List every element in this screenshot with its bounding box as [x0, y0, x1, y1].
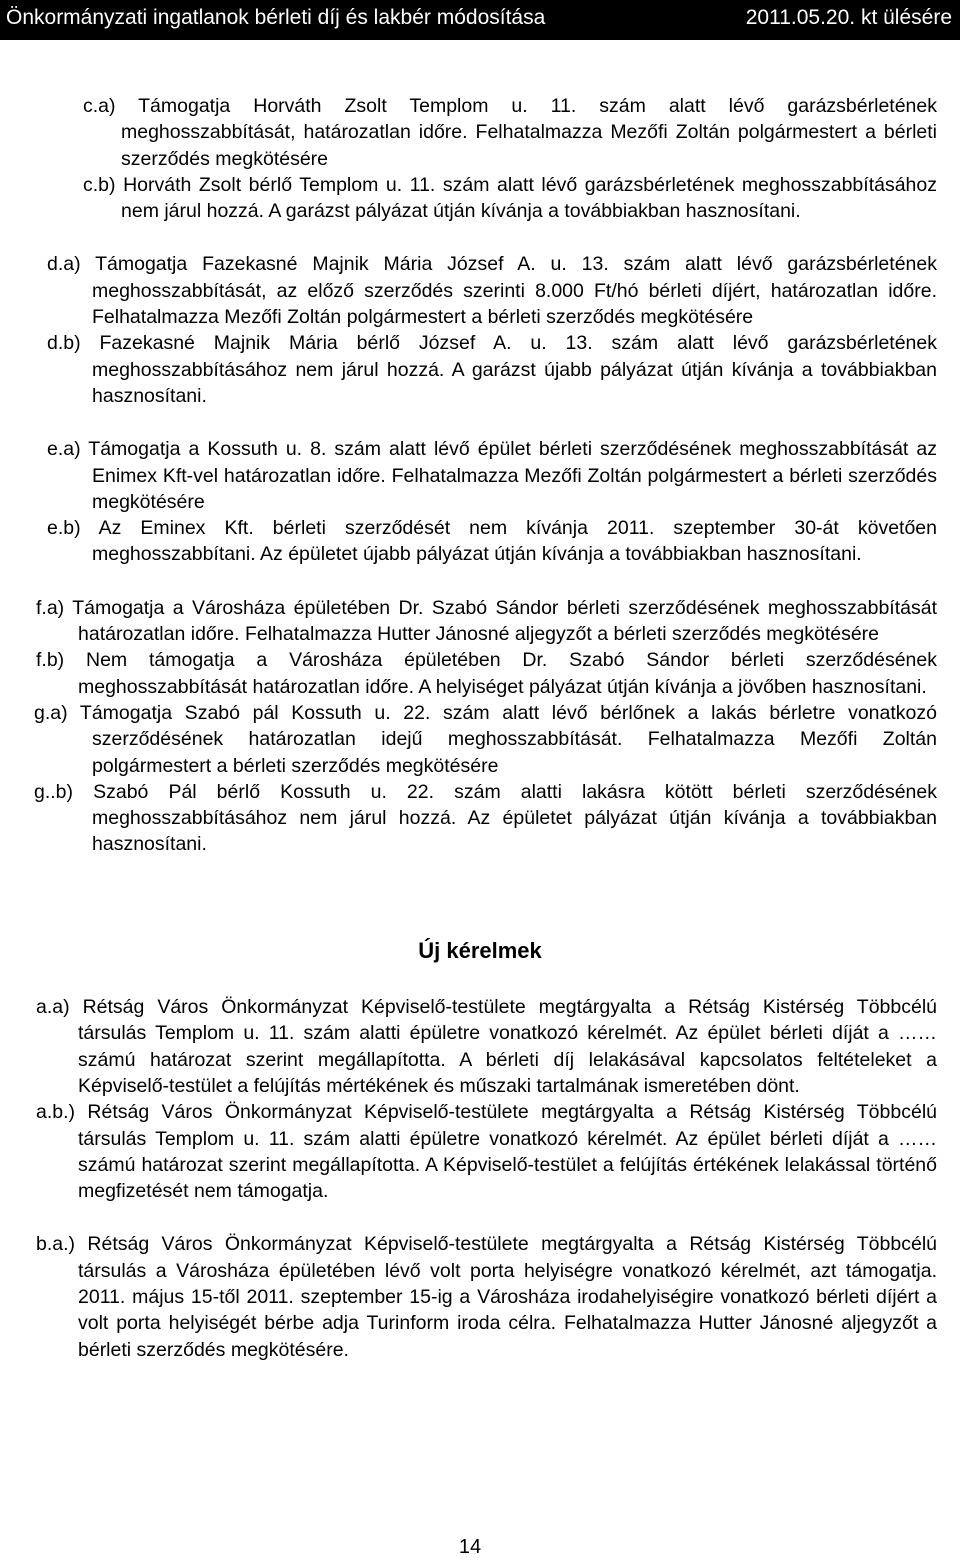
- request-a-a: [36, 994, 937, 1099]
- request-a-b: [36, 1099, 937, 1204]
- item-label: f.b): [36, 649, 65, 672]
- item-text: Fazekasné Majnik Mária bérlő József A. u. 13. szám alatt lévő garázsbérletének meghosszabbításához nem járul hozzá. A garázst újabb pályázat útján kívánja a továbbiakban hasznosítani.: [92, 332, 937, 407]
- item-text: Horváth Zsolt bérlő Templom u. 11. szám alatt lévő garázsbérletének meghosszabbításához nem járul hozzá. A garázst pályázat útján kívánja a továbbiakban hasznosítani.: [121, 173, 937, 223]
- request-text: Rétság Város Önkormányzat Képviselő-testülete megtárgyalta a Rétság Kistérség Többcélú társulás a Városháza épületében lévő volt porta helyiségre vonatkozó kérelmét, azt támogatja. 2011. május 15-től 2011. szeptember 15-ig a Városháza irodahelyiségire vonatkozó bérleti díjért a volt porta helyiségét bérbe adja Turinform iroda célra. Felhatalmazza Hutter Jánosné aljegyzőt a bérleti szerződés megkötésére.: [78, 1233, 937, 1361]
- request-b-a: [36, 1231, 937, 1362]
- paragraph-d-b: [47, 330, 937, 409]
- paragraph-g-b: [34, 779, 937, 858]
- request-text: Rétság Város Önkormányzat Képviselő-testülete megtárgyalta a Rétság Kistérség Többcélú társulás Templom u. 11. szám alatti épületre vonatkozó kérelmét. Az épület bérleti díját a …… számú határozat szerint megállapította. A Képviselő-testület a felújítás értékének lelakással történő megfizetését nem támogatja.: [78, 1101, 937, 1203]
- paragraph-g-a: [34, 700, 937, 779]
- paragraph-c-a: [83, 93, 937, 172]
- paragraph-d-a: [47, 251, 937, 330]
- item-text: Támogatja Horváth Zsolt Templom u. 11. szám alatt lévő garázsbérletének meghosszabbítását, határozatlan időre. Felhatalmazza Mezőfi Zoltán polgármestert a bérleti szerződés megkötésére: [121, 95, 937, 170]
- item-text: Támogatja a Kossuth u. 8. szám alatt lévő épület bérleti szerződésének meghosszabbítását az Enimex Kft-vel határozatlan időre. Felhatalmazza Mezőfi Zoltán polgármestert a bérleti szerződés megkötésére: [88, 438, 937, 513]
- paragraph-f-a: [36, 595, 937, 648]
- request-label: a.a): [36, 996, 70, 1019]
- section-title: Új kérelmek: [418, 937, 542, 963]
- request-label: b.a.): [36, 1233, 76, 1256]
- item-text: Az Eminex Kft. bérleti szerződését nem kívánja 2011. szeptember 30-át követően meghosszabbítani. Az épületet újabb pályázat útján kívánja a továbbiakban hasznosítani.: [92, 517, 937, 566]
- item-text: Szabó Pál bérlő Kossuth u. 22. szám alatti lakásra kötött bérleti szerződésének meghosszabbításához nem járul hozzá. Az épületet pályázat útján kívánja a továbbiakban hasznosítani.: [92, 780, 937, 856]
- paragraph-e-b: [47, 515, 937, 568]
- item-text: Támogatja Fazekasné Majnik Mária József A. u. 13. szám alatt lévő garázsbérletének meghosszabbítását, az előző szerződés szerinti 8.000 Ft/hó bérleti díjért, határozatlan időre. Felhatalmazza Mezőfi Zoltán polgármestert a bérleti szerződés megkötésére: [92, 253, 937, 329]
- item-label: c.b): [83, 173, 116, 196]
- paragraph-c-b: [83, 172, 937, 225]
- page-number: 14: [458, 1536, 482, 1558]
- item-label: e.b): [47, 517, 81, 540]
- paragraph-e-a: [47, 436, 937, 515]
- item-label: c.a): [83, 95, 116, 117]
- paragraph-f-b: [36, 647, 937, 700]
- header-date: 2011.05.20. kt ülésére: [745, 6, 952, 29]
- item-text: Támogatja Szabó pál Kossuth u. 22. szám alatt lévő bérlőnek a lakás bérletre vonatkozó szerződésének határozatlan idejű meghosszabbítását. Felhatalmazza Mezőfi Zoltán polgármestert a bérleti szerződés megkötésére: [79, 701, 937, 777]
- document-header: [0, 0, 960, 40]
- item-text: Támogatja a Városháza épületében Dr. Szabó Sándor bérleti szerződésének meghosszabbítását határozatlan időre. Felhatalmazza Hutter Jánosné aljegyzőt a bérleti szerződés megkötésére: [72, 596, 937, 646]
- item-label: e.a): [47, 438, 81, 461]
- request-label: a.b.): [36, 1101, 76, 1124]
- item-text: Nem támogatja a Városháza épületében Dr. Szabó Sándor bérleti szerződésének meghosszabbítását határozatlan időre. A helyiséget pályázat útján kívánja a jövőben hasznosítani.: [78, 649, 937, 698]
- item-label: d.a): [47, 253, 81, 276]
- item-label: g.a): [34, 701, 68, 724]
- item-label: g..b): [34, 780, 74, 803]
- request-text: Rétság Város Önkormányzat Képviselő-testülete megtárgyalta a Rétság Kistérség Többcélú társulás Templom u. 11. szám alatti épületre vonatkozó kérelmét. Az épület bérleti díját a …… számú határozat szerint megállapította. A bérleti díj lelakásával kapcsolatos feltételeket a Képviselő-testület a felújítás mértékének és műszaki tartalmának ismeretében dönt.: [78, 996, 937, 1097]
- item-label: f.a): [36, 596, 65, 619]
- item-label: d.b): [47, 332, 81, 355]
- header-title: Önkormányzati ingatlanok bérleti díj és lakbér módosítása: [6, 6, 546, 29]
- document-body: [0, 93, 960, 1363]
